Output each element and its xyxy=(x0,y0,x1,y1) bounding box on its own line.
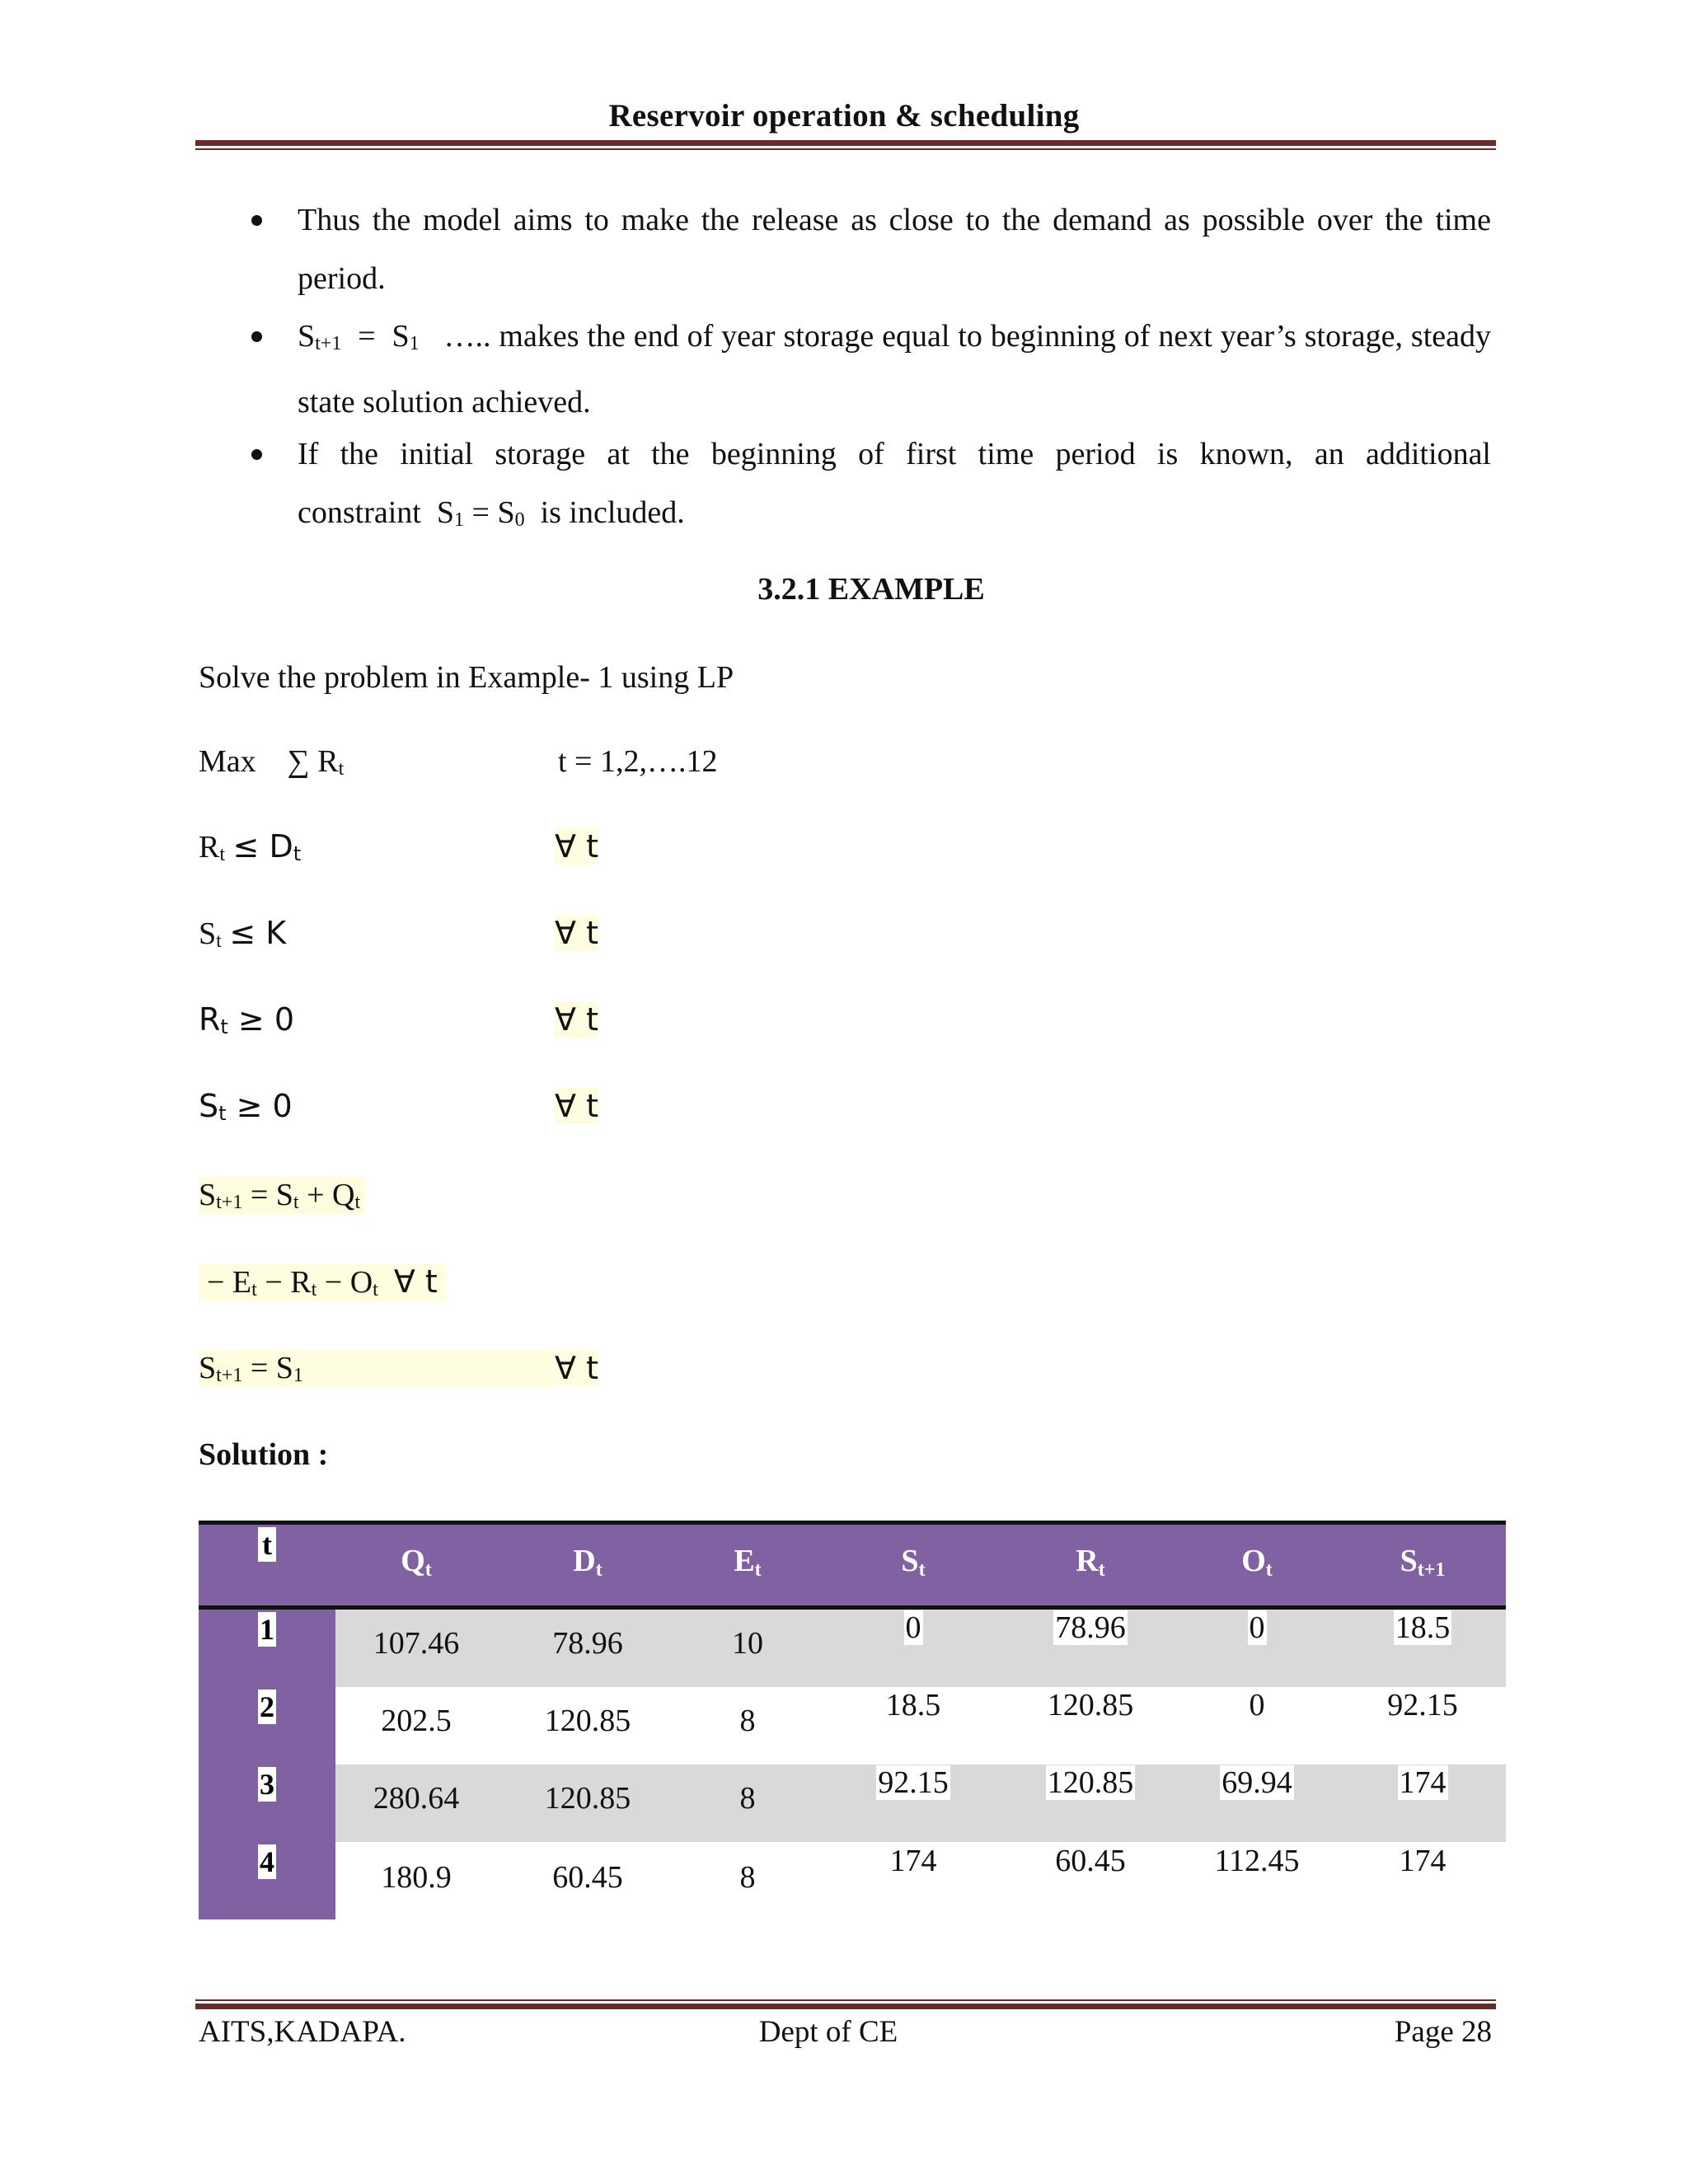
footer-department: Dept of CE xyxy=(758,2015,898,2049)
table-header-cell: $S_t$ xyxy=(901,1544,926,1581)
bullet-dot xyxy=(251,449,262,460)
continuity-equation-terms: − $E_t - R_t - O_t$ ∀ t xyxy=(199,1263,446,1301)
table-cell: 112.45 xyxy=(1214,1844,1300,1878)
constraint-storage-nonneg: $S_t \ge 0$ xyxy=(199,1088,293,1125)
table-cell-t: 1 xyxy=(260,1613,274,1646)
objective: Max ∑ $R_t$ xyxy=(199,744,345,780)
forall-label: ∀ t xyxy=(555,1088,598,1124)
forall-label: ∀ t xyxy=(555,1001,598,1038)
continuity-equation: $S_{t+1} = S_t + Q_t$ xyxy=(199,1177,365,1214)
page-header-title: Reservoir operation & scheduling xyxy=(608,98,1080,134)
table-cell: 120.85 xyxy=(1047,1688,1134,1722)
table-cell: 18.5 xyxy=(1395,1610,1451,1645)
table-cell: 8 xyxy=(739,1781,756,1816)
table-cell: 174 xyxy=(1399,1844,1447,1878)
table-header-cell: $Q_t$ xyxy=(401,1544,432,1581)
bullet-item: Thus the model aims to make the release as close to the demand as possible over the time period. xyxy=(298,203,1491,296)
footer-rule-thin xyxy=(195,1999,1496,2001)
constraint-release-demand: $R_t \le D_t$ xyxy=(199,828,302,865)
table-cell: 280.64 xyxy=(373,1781,460,1816)
table-cell: 107.46 xyxy=(373,1626,460,1661)
footer-page-number: Page 28 xyxy=(1394,2015,1492,2049)
table-header-cell: $O_t$ xyxy=(1241,1544,1273,1581)
table-cell: 92.15 xyxy=(878,1765,949,1800)
table-header-cell: $D_t$ xyxy=(573,1544,603,1581)
table-cell: 174 xyxy=(889,1844,937,1878)
table-cell: 202.5 xyxy=(381,1704,452,1738)
footer-rule xyxy=(195,2004,1496,2009)
table-cell: 18.5 xyxy=(885,1688,941,1722)
table-header-t: t xyxy=(258,1527,276,1562)
table-cell: 8 xyxy=(739,1704,756,1738)
table-cell: 10 xyxy=(732,1626,763,1661)
table-cell: 180.9 xyxy=(381,1860,452,1895)
bullet-dot xyxy=(251,215,262,226)
table-cell: 120.85 xyxy=(1047,1765,1134,1800)
table-cell-t: 4 xyxy=(260,1845,274,1878)
table-cell-t: 3 xyxy=(260,1768,274,1801)
section-title: 3.2.1 EXAMPLE xyxy=(757,572,985,607)
table-cell: 78.96 xyxy=(552,1626,623,1661)
forall-label: ∀ t xyxy=(555,828,598,865)
forall-label: ∀ t xyxy=(555,915,598,951)
constraint-storage-capacity: $S_t \le K$ xyxy=(199,915,287,952)
header-rule xyxy=(195,140,1496,146)
table-cell: 69.94 xyxy=(1221,1765,1292,1800)
intro-text: Solve the problem in Example- 1 using LP xyxy=(199,660,734,695)
bullet-dot xyxy=(251,331,262,342)
table-header-cell: $S_{t+1}$ xyxy=(1400,1544,1446,1581)
table-header-cell: $R_t$ xyxy=(1076,1544,1105,1581)
table-cell: 174 xyxy=(1399,1765,1447,1800)
table-cell: 8 xyxy=(739,1860,756,1895)
table-cell: 0 xyxy=(1249,1688,1265,1722)
table-cell: 60.45 xyxy=(1055,1844,1126,1878)
header-rule-thin xyxy=(195,148,1496,150)
bullet-item: If the initial storage at the beginning of first time period is known, an additional constraint $S_1 = S_0$ is included. xyxy=(298,437,1491,531)
table-cell: 60.45 xyxy=(552,1860,623,1895)
table-cell: 78.96 xyxy=(1055,1610,1126,1645)
forall-label: ∀ t xyxy=(555,1350,598,1386)
table-cell: 120.85 xyxy=(544,1781,631,1816)
table-cell: 0 xyxy=(905,1610,921,1645)
table-top-rule xyxy=(199,1521,1506,1525)
time-range: t = 1,2,….12 xyxy=(558,744,718,779)
table-header-cell: $E_t$ xyxy=(734,1544,762,1581)
table-cell: 0 xyxy=(1249,1610,1265,1645)
table-cell: 92.15 xyxy=(1387,1688,1458,1722)
footer-institution: AITS,KADAPA. xyxy=(199,2015,406,2049)
constraint-release-nonneg: $R_t \ge 0$ xyxy=(199,1001,295,1038)
bullet-item: $S_{t+1} = S_1$ ….. makes the end of year storage equal to beginning of next year’s storage, steady state solution achieved. xyxy=(298,319,1492,419)
steady-state-constraint: $S_{t+1} = S_1$ xyxy=(199,1350,553,1387)
table-cell-t: 2 xyxy=(260,1690,274,1723)
solution-label: Solution : xyxy=(199,1437,329,1472)
table-cell: 120.85 xyxy=(544,1704,631,1738)
